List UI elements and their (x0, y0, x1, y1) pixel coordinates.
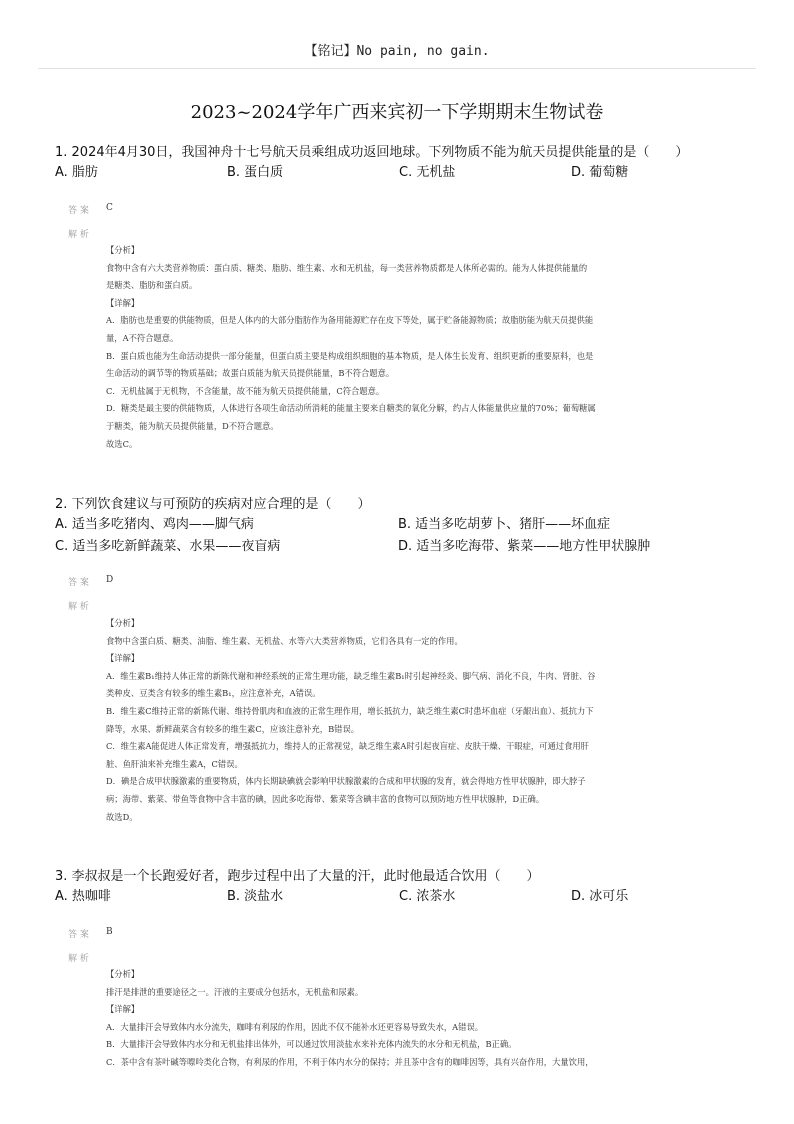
explanation-line: A．脂肪也是重要的供能物质，但是人体内的大部分脂肪作为备用能源贮存在皮下等处，属于贮备能源物质；故脂肪能为航天员提供能 (106, 315, 594, 326)
option-a[interactable]: A. 热咖啡 (55, 889, 111, 904)
explanation-line: 食物中含蛋白质、糖类、油脂、维生素、无机盐、水等六大类营养物质，它们各具有一定的作用。 (106, 635, 463, 646)
explanation-line: 量，A不符合题意。 (106, 332, 179, 343)
explanation-block (106, 966, 726, 1072)
question-1 (55, 143, 745, 185)
answer-label: 答 案 (68, 578, 89, 588)
question-stem: 1. 2024年4月30日，我国神舟十七号航天员乘组成功返回地球。下列物质不能为航天员提供能量的是（ ） (55, 145, 689, 160)
explanation-line: 【详解】 (106, 297, 140, 308)
explanation-line: 【分析】 (106, 618, 140, 628)
explanation-line: 于糖类，能为航天员提供能量，D不符合题意。 (106, 420, 279, 431)
options-row (55, 163, 745, 185)
explanation-line: 【详解】 (106, 653, 140, 664)
explanation-line: 故选C。 (106, 438, 138, 449)
header-divider (38, 68, 756, 69)
option-b[interactable]: B. 淡盐水 (227, 889, 284, 904)
answer-label: 答 案 (68, 206, 89, 216)
answer-label: 答 案 (68, 930, 89, 940)
question-stem: 2. 下列饮食建议与可预防的疾病对应合理的是（ ） (55, 497, 371, 512)
option-d[interactable]: D. 冰可乐 (571, 889, 629, 904)
explanation-line: 排汗是排泄的重要途径之一。汗液的主要成分包括水，无机盐和尿素。 (106, 986, 364, 997)
option-d[interactable]: D. 适当多吃海带、紫菜——地方性甲状腺肿 (398, 539, 651, 554)
option-c[interactable]: C. 浓茶水 (399, 889, 456, 904)
explanation-block (106, 242, 726, 453)
explanation-line: 类种皮、豆类含有较多的维生素B₁，应注意补充，A错误。 (106, 688, 321, 699)
explanation-line: A．大量排汗会导致体内水分流失，咖啡有利尿的作用，因此不仅不能补水还更容易导致失水，A错误。 (106, 1021, 484, 1032)
option-b[interactable]: B. 蛋白质 (227, 165, 284, 180)
option-c[interactable]: C. 无机盐 (399, 165, 456, 180)
explanation-line: C．维生素A能促进人体正常发育，增强抵抗力，维持人的正常视觉，缺乏维生素A时引起夜盲症、皮肤干燥、干眼症，可通过食用肝 (106, 741, 589, 752)
page-header-motto: 【铭记】No pain, no gain. (304, 44, 490, 59)
option-d[interactable]: D. 葡萄糖 (571, 165, 629, 180)
options-row (55, 537, 745, 559)
explanation-line: 生命活动的调节等的物质基础；故蛋白质能为航天员提供能量，B不符合题意。 (106, 368, 395, 379)
options-row (55, 515, 745, 537)
explanation-block (106, 615, 726, 826)
explanation-line: 脏、鱼肝油来补充维生素A，C错误。 (106, 758, 243, 769)
explanation-line: A．维生素B₁维持人体正常的新陈代谢和神经系统的正常生理功能，缺乏维生素B₁时引起神经炎、脚气病、消化不良，牛肉、肾脏、谷 (106, 670, 596, 681)
options-row (55, 887, 745, 909)
explanation-line: 【详解】 (106, 1004, 140, 1015)
explanation-line: 病；海带、紫菜、带鱼等食物中含丰富的碘，因此多吃海带、紫菜等含碘丰富的食物可以预防地方性甲状腺肿，D正确。 (106, 793, 545, 804)
explanation-line: 故选D。 (106, 811, 138, 822)
explanation-line: C．茶中含有茶叶碱等嘌呤类化合物，有利尿的作用，不利于体内水分的保持；并且茶中含有的咖啡因等，具有兴奋作用，大量饮用， (106, 1056, 594, 1067)
analysis-label: 解 析 (68, 954, 89, 964)
explanation-line: 是糖类、脂肪和蛋白质。 (106, 280, 198, 291)
question-stem: 3. 李叔叔是一个长跑爱好者，跑步过程中出了大量的汗，此时他最适合饮用（ ） (55, 869, 540, 884)
answer-value: B (106, 927, 113, 937)
explanation-line: C．无机盐属于无机物，不含能量，故不能为航天员提供能量，C符合题意。 (106, 385, 385, 396)
explanation-line: D．糖类是最主要的供能物质，人体进行各项生命活动所消耗的能量主要来自糖类的氧化分解，约占人体能量供应量的70%；葡萄糖属 (106, 403, 596, 414)
answer-value: C (106, 203, 113, 213)
explanation-line: B．维生素C维持正常的新陈代谢、维持骨肌肉和血液的正常生理作用，增长抵抗力，缺乏维生素C时患坏血症（牙龈出血）、抵抗力下 (106, 705, 594, 716)
explanation-line: D．碘是合成甲状腺激素的重要物质，体内长期缺碘就会影响甲状腺激素的合成和甲状腺的发育，就会得地方性甲状腺肿，即大脖子 (106, 776, 586, 787)
question-3 (55, 867, 745, 909)
explanation-line: B．蛋白质也能为生命活动提供一部分能量，但蛋白质主要是构成组织细胞的基本物质，是人体生长发育、组织更新的重要原料，也是 (106, 350, 594, 361)
explanation-line: 食物中含有六大类营养物质：蛋白质、糖类、脂肪、维生素、水和无机盐，每一类营养物质都是人体所必需的。能为人体提供能量的 (106, 262, 588, 273)
option-a[interactable]: A. 适当多吃猪肉、鸡肉——脚气病 (55, 517, 254, 532)
explanation-line: 【分析】 (106, 969, 140, 979)
analysis-label: 解 析 (68, 230, 89, 240)
page-title: 2023~2024学年广西来宾初一下学期期末生物试卷 (190, 102, 604, 123)
option-a[interactable]: A. 脂肪 (55, 165, 98, 180)
explanation-line: B．大量排汗会导致体内水分和无机盐排出体外，可以通过饮用淡盐水来补充体内流失的水分和无机盐，B正确。 (106, 1039, 517, 1050)
analysis-label: 解 析 (68, 602, 89, 612)
question-2 (55, 495, 745, 559)
explanation-line: 【分析】 (106, 245, 140, 255)
option-c[interactable]: C. 适当多吃新鲜蔬菜、水果——夜盲病 (55, 539, 281, 554)
explanation-line: 降等，水果、新鲜蔬菜含有较多的维生素C，应该注意补充，B错误。 (106, 723, 360, 734)
answer-value: D (106, 575, 114, 585)
option-b[interactable]: B. 适当多吃胡萝卜、猪肝——坏血症 (398, 517, 611, 532)
